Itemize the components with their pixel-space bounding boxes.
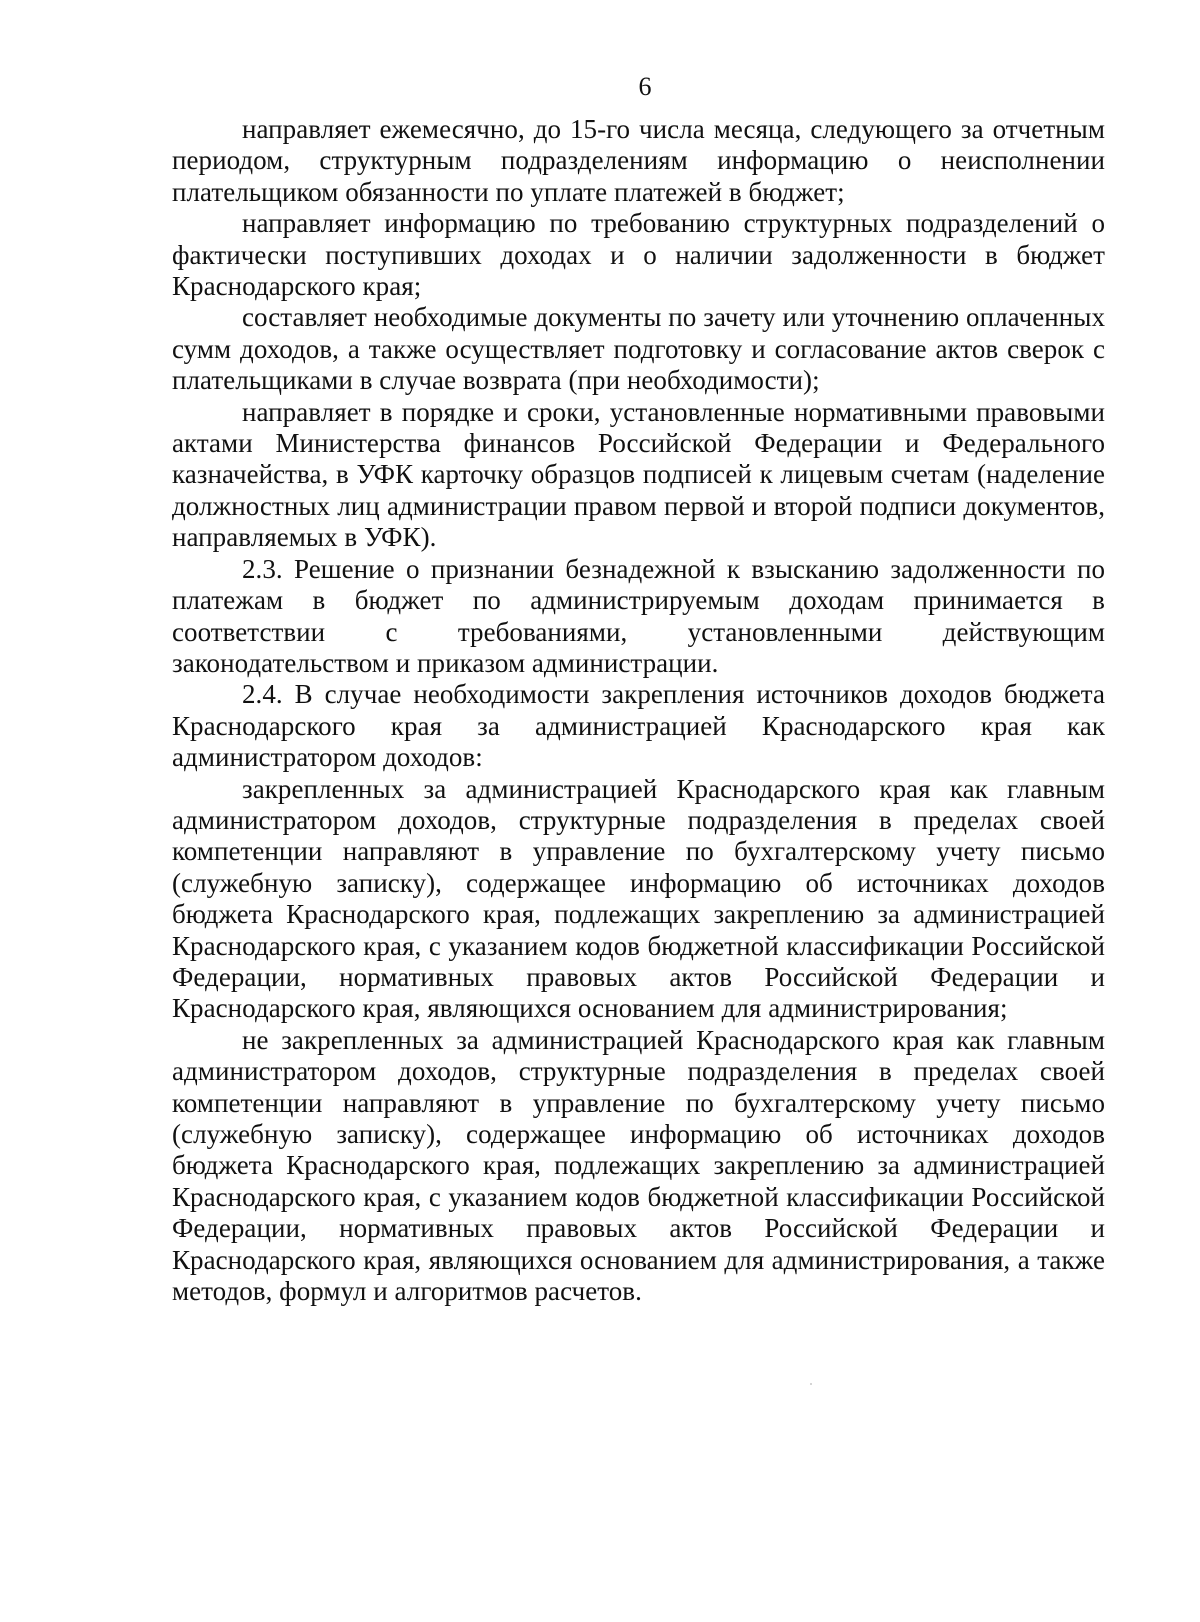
scan-speck [810,1383,812,1385]
paragraph-actual-income-info: направляет информацию по требованию структурных подразделений о фактически поступивших доходах и о наличии задолженности в бюджет Краснодарского края; [172,208,1105,302]
paragraph-offset-documents: составляет необходимые документы по зачету или уточнению оплаченных сумм доходов, а также осуществляет подготовку и согласование актов сверок с плательщиками в случае возврата (при необходимости); [172,302,1105,396]
paragraph-section-2-4: 2.4. В случае необходимости закрепления источников доходов бюджета Краснодарского края за администрацией Краснодарского края как администратором доходов: [172,679,1105,773]
paragraph-fixed-revenues: закрепленных за администрацией Краснодарского края как главным администратором доходов, структурные подразделения в пределах своей компетенции направляют в управление по бухгалтерскому учету письмо (служебную записку), содержащее информацию об источниках доходов бюджета Краснодарского края, подлежащих закреплению за администрацией Краснодарского края, с указанием кодов бюджетной классификации Российской Федерации, нормативных правовых актов Российской Федерации и Краснодарского края, являющихся основанием для администрирования; [172,773,1105,1024]
paragraph-signature-cards: направляет в порядке и сроки, установленные нормативными правовыми актами Министерства финансов Российской Федерации и Федерального казначейства, в УФК карточку образцов подписей к лицевым счетам (наделение должностных лиц администрации правом первой и второй подписи документов, направляемых в УФК). [172,396,1105,553]
page-number: 6 [638,72,652,101]
paragraph-unfixed-revenues: не закрепленных за администрацией Краснодарского края как главным администратором доходов, структурные подразделения в пределах своей компетенции направляют в управление по бухгалтерскому учету письмо (служебную записку), содержащее информацию об источниках доходов бюджета Краснодарского края, подлежащих закреплению за администрацией Краснодарского края, с указанием кодов бюджетной классификации Российской Федерации, нормативных правовых актов Российской Федерации и Краснодарского края, являющихся основанием для администрирования, а также методов, формул и алгоритмов расчетов. [172,1024,1105,1307]
document-body [172,114,1105,1307]
paragraph-section-2-3: 2.3. Решение о признании безнадежной к взысканию задолженности по платежам в бюджет по администрируемым доходам принимается в соответствии с требованиями, установленными действующим законодательством и приказом администрации. [172,553,1105,678]
paragraph-income-nonpayment-info: направляет ежемесячно, до 15-го числа месяца, следующего за отчетным периодом, структурным подразделениям информацию о неисполнении плательщиком обязанности по уплате платежей в бюджет; [172,114,1105,207]
